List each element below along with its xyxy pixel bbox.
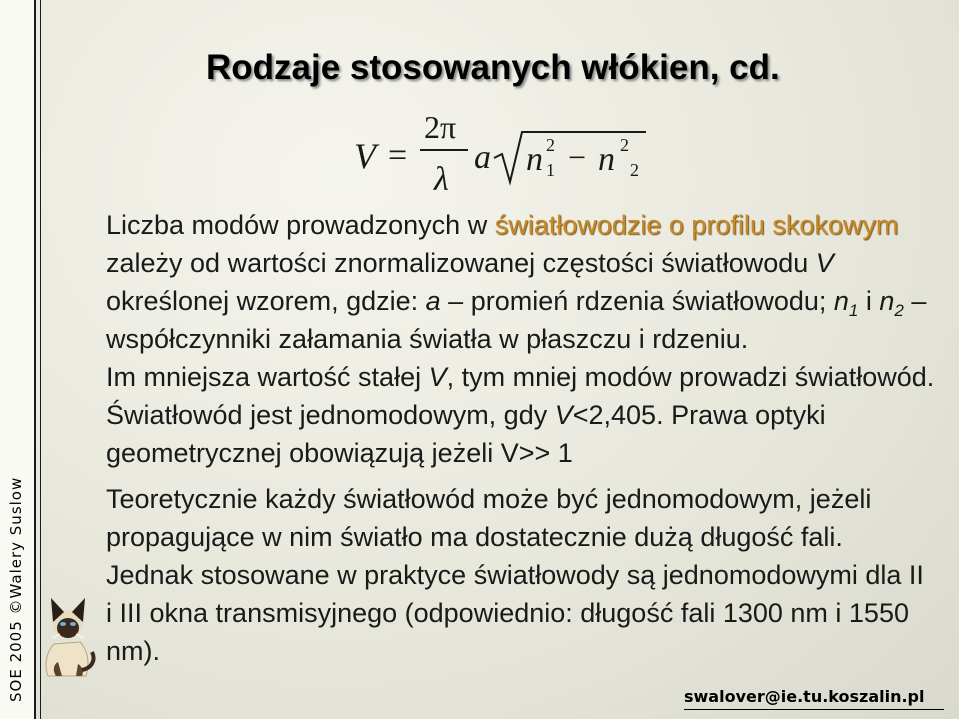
p1-text-5: i [858, 286, 880, 316]
formula-n1-sup: 2 [546, 135, 555, 155]
p2-text-1: Im mniejsza wartość stałej [106, 362, 429, 392]
formula-n2-sub: 2 [630, 160, 639, 180]
footer-email: swalover@ie.tu.koszalin.pl [684, 687, 925, 706]
p1-var-a: a [425, 286, 441, 316]
slide-title: Rodzaje stosowanych włókien, cd. [206, 48, 780, 87]
formula-minus: − [568, 139, 587, 175]
paragraph-1 [106, 206, 936, 358]
p1-highlight: światłowodzie o profilu skokowym [494, 210, 899, 240]
p1-text-4: – promień rdzenia światłowodu; [440, 286, 834, 316]
formula-n2-sup: 2 [620, 135, 629, 155]
p1-var-n2: n [879, 286, 895, 316]
p1-text-6: – współczynniki załamania światła w płaszczu i rdzeniu. [106, 286, 927, 354]
p2-var-v: V [428, 362, 447, 392]
paragraph-2 [106, 358, 936, 472]
formula-n2: n [598, 141, 615, 178]
p1-var-n2-sub: 2 [894, 301, 904, 320]
p1-text-3: określonej wzorem, gdzie: [106, 286, 426, 316]
p2-var-v2: V [554, 400, 573, 430]
formula-lhs: V [354, 136, 376, 176]
formula-coef: a [474, 139, 491, 176]
p1-var-n1-sub: 1 [848, 301, 859, 320]
formula-n1: n [526, 141, 543, 178]
slide-body [106, 206, 936, 670]
siamese-cat-icon [38, 580, 98, 680]
sidebar-author-text: SOE 2005 ©Walery Suslow [7, 476, 25, 702]
p1-text-1: Liczba modów prowadzonych w [106, 210, 495, 240]
p2-text-3: <2,405. Prawa optyki geometrycznej obowiązują jeżeli V>> 1 [106, 400, 826, 468]
sidebar-divider [34, 0, 36, 719]
formula-equals: = [388, 137, 408, 174]
formula-numerator: 2π [424, 109, 457, 145]
p1-var-n1: n [833, 286, 849, 316]
formula-n1-sub: 1 [546, 160, 555, 180]
p2-text-2: , tym mniej modów prowadzi światłowód. Światłowód jest jednomodowym, gdy [106, 362, 935, 430]
footer-underline [684, 709, 944, 710]
sidebar [0, 0, 34, 719]
p1-text-2: zależy od wartości znormalizowanej częstości światłowodu [106, 248, 816, 278]
p1-var-v: V [815, 248, 834, 278]
formula [340, 108, 650, 198]
formula-denominator: λ [434, 161, 449, 198]
paragraph-3: Teoretycznie każdy światłowód może być jednomodowym, jeżeli propagujące w nim światło ma dostatecznie dużą długość fali. Jednak stosowane w praktyce światłowody są jednomodowymi dla II i III okna transmisyjnego (odpowiednio: długość fali 1300 nm i 1550 nm). [106, 484, 924, 666]
